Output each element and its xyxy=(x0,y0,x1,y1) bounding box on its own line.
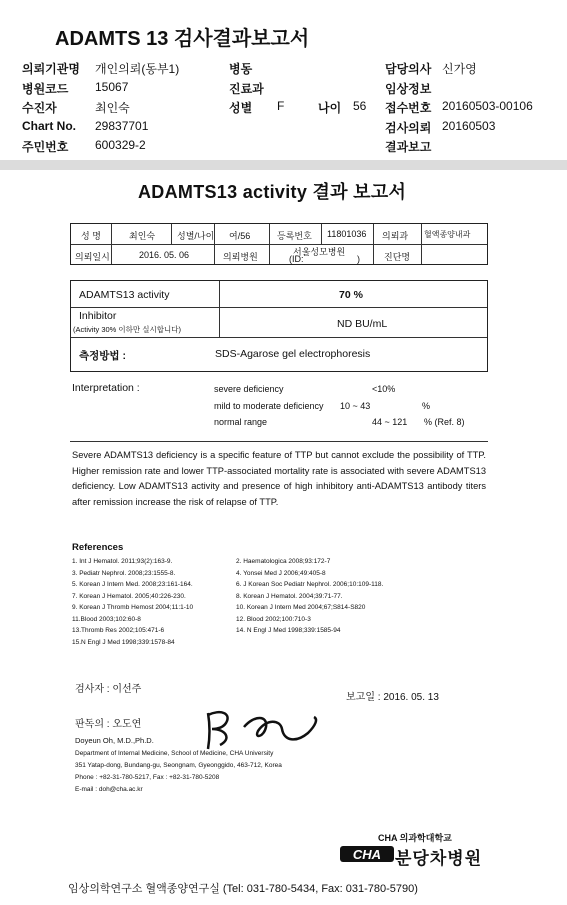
meta-c7: 담당의사 xyxy=(385,62,432,76)
meta-c3: 병동 xyxy=(229,62,253,76)
inhibitor-label: Inhibitor xyxy=(79,310,117,322)
meta-c7: 임상정보 xyxy=(385,81,432,96)
report-title: ADAMTS13 activity 결과 보고서 xyxy=(138,182,407,202)
logo-subtitle: CHA 의과학대학교 xyxy=(378,833,452,843)
meta-c3: 성별 xyxy=(229,101,253,115)
patient-info-grid xyxy=(22,58,552,156)
reference-item: 4. Yonsei Med J 2006;49:405-8 xyxy=(236,569,326,577)
references-title: References xyxy=(72,542,124,553)
hosp-label: 의뢰병원 xyxy=(223,252,258,262)
regno-value: 11801036 xyxy=(327,229,367,239)
reference-item: 5. Korean J Intern Med. 2008;23:161-164. xyxy=(72,581,193,588)
scanned-report xyxy=(0,170,567,905)
reference-item: 6. J Korean Soc Pediatr Nephrol. 2006;10:109-118. xyxy=(236,581,384,588)
meta-row xyxy=(22,117,552,137)
address-line: Phone : +82-31-780-5217, Fax : +82-31-780-5208 xyxy=(75,774,220,781)
reader: 판독의 : 오도연 xyxy=(75,719,142,730)
regno-label: 등록번호 xyxy=(277,231,312,241)
signature-image xyxy=(196,705,336,755)
meta-c1: Chart No. xyxy=(22,118,76,133)
reference-item: 8. Korean J Hematol. 2004;39:71-77. xyxy=(236,592,343,600)
section-divider xyxy=(0,160,567,170)
address-line: E-mail : doh@cha.ac.kr xyxy=(75,786,143,793)
sexage-value: 여/56 xyxy=(229,231,251,241)
hosp-value: 서울성모병원 xyxy=(293,247,346,257)
address-line: Department of Internal Medicine, School of Medicine, CHA University xyxy=(75,750,274,757)
interp-range-2: 44 ~ 121 xyxy=(372,417,408,427)
meta-c1: 수진자 xyxy=(22,101,57,115)
interp-name-0: severe deficiency xyxy=(214,384,284,394)
dept-value: 혈액종양내과 xyxy=(424,230,471,239)
reference-item: 2. Haematologica 2008;93:172-7 xyxy=(236,558,331,565)
diag-label: 진단명 xyxy=(384,252,411,262)
sexage-label: 성별/나이 xyxy=(177,231,215,241)
meta-row xyxy=(22,78,552,98)
interp-unit-2: % (Ref. 8) xyxy=(424,417,465,427)
reference-item: 15.N Engl J Med 1998;339:1578-84 xyxy=(72,638,175,646)
reqdate-label: 의뢰일시 xyxy=(75,252,110,262)
interp-range-1: 10 ~ 43 xyxy=(340,401,371,411)
svg-text:CHA: CHA xyxy=(352,847,382,862)
paragraph-rule xyxy=(70,441,488,442)
meta-c8: 20160503 xyxy=(442,118,496,133)
meta-c1: 병원코드 xyxy=(22,81,69,96)
tester: 검사자 : 이선주 xyxy=(75,684,142,695)
meta-c1: 주민번호 xyxy=(22,140,69,154)
doctor-name: Doyeun Oh, M.D.,Ph.D. xyxy=(75,736,154,745)
interp-unit-1: % xyxy=(422,401,431,411)
meta-row xyxy=(22,136,552,156)
meta-c2: 29837701 xyxy=(95,118,149,133)
activity-label: ADAMTS13 activity xyxy=(79,289,170,301)
reference-item: 9. Korean J Thromb Hemost 2004;11:1-10 xyxy=(72,604,194,611)
meta-c7: 접수번호 xyxy=(385,101,432,115)
meta-row xyxy=(22,58,552,78)
method-value: SDS-Agarose gel electrophoresis xyxy=(215,348,371,360)
reference-item: 7. Korean J Hematol. 2005;40:226-230. xyxy=(72,592,186,600)
interpretation-label: Interpretation : xyxy=(72,382,140,394)
logo-hospital-name: 분당차병원 xyxy=(395,849,483,868)
meta-c5: 나이 xyxy=(318,101,342,115)
info-table xyxy=(70,223,488,265)
reference-item: 14. N Engl J Med 1998;339:1585-94 xyxy=(236,627,341,634)
reference-item: 10. Korean J Intern Med 2004;67;S814-S820 xyxy=(236,604,366,611)
hosp-id-close: ) xyxy=(357,254,360,264)
meta-c1: 의뢰기관명 xyxy=(22,62,80,76)
meta-c7: 결과보고 xyxy=(385,140,432,154)
meta-c8: 신가영 xyxy=(442,62,477,76)
reference-item: 1. Int J Hematol. 2011;93(2):163-9. xyxy=(72,558,173,565)
reference-item: 12. Blood 2002;100:710-3 xyxy=(236,615,311,623)
dept-label: 의뢰과 xyxy=(382,231,409,241)
hosp-id: (ID: xyxy=(289,254,304,264)
page-title: ADAMTS 13 검사결과보고서 xyxy=(55,28,310,50)
reqdate-value: 2016. 05. 06 xyxy=(139,250,190,260)
reference-item: 13.Thromb Res 2002;105:471-6 xyxy=(72,627,165,634)
meta-c7: 검사의뢰 xyxy=(385,120,432,135)
inhibitor-note: (Activity 30% 이하만 실시합니다) xyxy=(73,325,181,334)
meta-row xyxy=(22,97,552,117)
meta-c2: 15067 xyxy=(95,79,129,94)
name-value: 최인숙 xyxy=(129,231,156,241)
address-line: 351 Yatap-dong, Bundang-gu, Seongnam, Gyeonggido, 463-712, Korea xyxy=(75,762,282,769)
interp-name-1: mild to moderate deficiency xyxy=(214,401,324,411)
meta-c8: 20160503-00106 xyxy=(442,99,533,113)
reference-item: 3. Pediatr Nephrol. 2008;23:1555-8. xyxy=(72,569,176,577)
description-paragraph: Severe ADAMTS13 deficiency is a specific feature of TTP but cannot exclude the possibility of TTP. Higher remission rate and lower TTP-associated mortality rate is associated with severe ADAMTS13 deficiency. Low ADAMTS13 activity and presence of high inhibitory anti-ADAMTS13 antibody titers after remission increase the risk of relapse of TTP. xyxy=(72,450,486,507)
inhibitor-value: ND BU/mL xyxy=(337,318,388,330)
meta-c4: F xyxy=(277,99,285,113)
meta-c2: 개인의뢰(동부1) xyxy=(95,62,180,76)
meta-c2: 600329-2 xyxy=(95,138,146,152)
report-date: 보고일 : 2016. 05. 13 xyxy=(346,692,439,703)
name-label: 성 명 xyxy=(81,231,101,241)
activity-value: 70 % xyxy=(339,289,363,301)
interp-name-2: normal range xyxy=(214,417,268,427)
meta-c3: 진료과 xyxy=(229,81,264,96)
meta-c6: 56 xyxy=(353,99,367,113)
results-table xyxy=(70,280,488,372)
interp-range-0: <10% xyxy=(372,384,396,394)
footer-contact: 임상의학연구소 혈액종양연구실 (Tel: 031-780-5434, Fax: 031-780-5790) xyxy=(68,883,418,895)
reference-item: 11.Blood 2003;102:60-8 xyxy=(72,615,141,623)
method-label: 측정방법 : xyxy=(79,350,126,362)
meta-c2: 최인숙 xyxy=(95,101,130,115)
cha-logo-icon xyxy=(340,844,394,864)
